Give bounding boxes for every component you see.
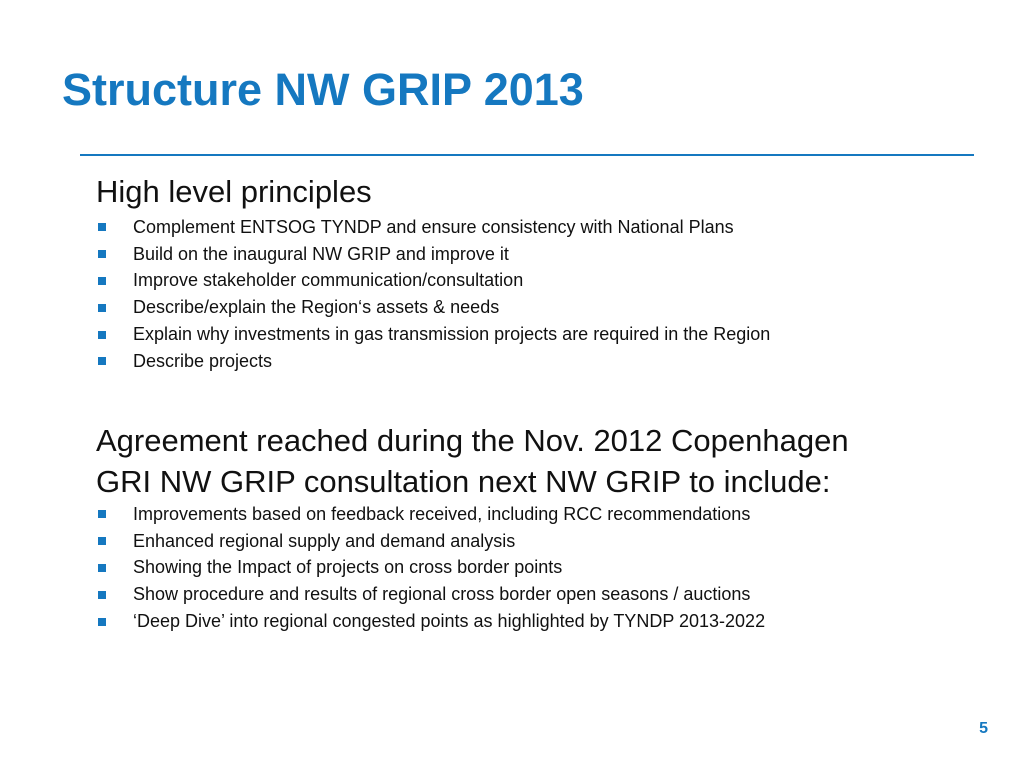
list-item [98,241,770,268]
list-item [98,348,770,375]
list-item [98,214,770,241]
list-item [98,608,765,635]
list-item [98,501,765,528]
square-bullet-icon [98,223,106,231]
square-bullet-icon [98,537,106,545]
square-bullet-icon [98,357,106,365]
page-number: 5 [979,720,988,737]
section2-heading-line2: GRI NW GRIP consultation next NW GRIP to include: [96,464,831,499]
bullet-text: Show procedure and results of regional cross border open seasons / auctions [133,584,751,605]
bullet-text: Improvements based on feedback received, including RCC recommendations [133,503,751,524]
bullet-text: Explain why investments in gas transmission projects are required in the Region [133,324,771,345]
square-bullet-icon [98,564,106,572]
list-item [98,294,770,321]
section2-heading-line1: Agreement reached during the Nov. 2012 Copenhagen [96,423,849,458]
list-item [98,528,765,555]
bullet-text: Describe/explain the Region‘s assets & needs [133,297,500,318]
section1-bullet-list [98,214,770,375]
bullet-text: Enhanced regional supply and demand analysis [133,530,516,551]
slide-title: Structure NW GRIP 2013 [62,64,584,115]
square-bullet-icon [98,591,106,599]
square-bullet-icon [98,277,106,285]
list-item [98,321,770,348]
list-item [98,555,765,582]
bullet-text: Describe projects [133,350,273,371]
square-bullet-icon [98,331,106,339]
list-item [98,581,765,608]
section2-bullet-list [98,501,765,635]
square-bullet-icon [98,618,106,626]
section1-heading: High level principles [96,174,372,209]
bullet-text: Complement ENTSOG TYNDP and ensure consistency with National Plans [133,216,734,237]
bullet-text: Build on the inaugural NW GRIP and improve it [133,243,509,264]
square-bullet-icon [98,510,106,518]
bullet-text: ‘Deep Dive’ into regional congested points as highlighted by TYNDP 2013-2022 [133,611,766,632]
square-bullet-icon [98,304,106,312]
title-divider [80,154,974,156]
bullet-text: Improve stakeholder communication/consultation [133,270,524,291]
bullet-text: Showing the Impact of projects on cross border points [133,557,563,578]
square-bullet-icon [98,250,106,258]
list-item [98,268,770,295]
